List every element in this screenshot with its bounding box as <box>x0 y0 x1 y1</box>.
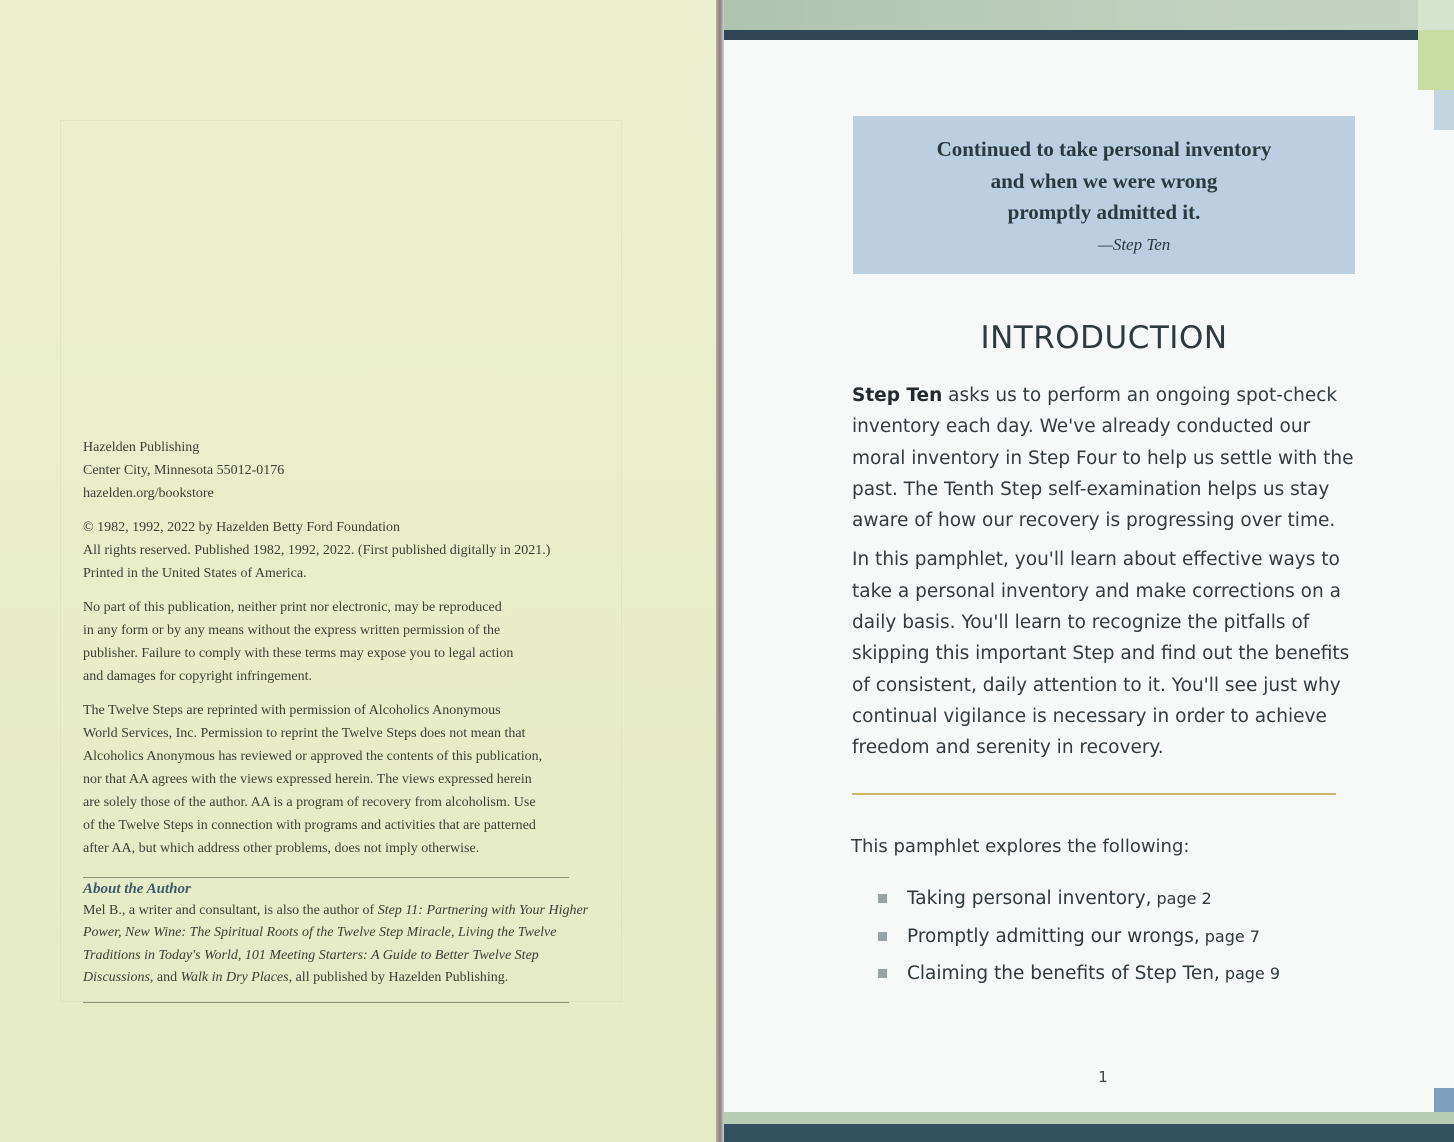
topic-label: Claiming the benefits of Step Ten, <box>907 963 1220 985</box>
notice-line: in any form or by any means without the express written permission of the <box>83 623 501 638</box>
notice-line: nor that AA agrees with the views expressed herein. The views expressed herein <box>83 772 532 787</box>
book-spine <box>716 0 724 1142</box>
topic-page: page 7 <box>1204 926 1260 946</box>
bottom-corner-accent <box>1434 1088 1454 1112</box>
explores-intro: This pamphlet explores the following: <box>851 836 1190 857</box>
author-outro: all published by Hazelden Publishing. <box>292 970 509 986</box>
list-item <box>878 880 1398 918</box>
about-author-text <box>83 900 603 990</box>
topic-page: page 2 <box>1156 889 1212 909</box>
corner-accent-light <box>1418 0 1454 30</box>
topic-page: page 9 <box>1224 964 1281 984</box>
list-item <box>878 918 1398 956</box>
quote-attribution: —Step Ten <box>1097 234 1171 254</box>
square-bullet-icon <box>878 969 887 978</box>
publisher-name: Hazelden Publishing <box>83 440 200 455</box>
topic-label: Promptly admitting our wrongs, <box>907 925 1200 947</box>
divider-bottom <box>83 1002 569 1003</box>
quote-line: Continued to take personal inventory <box>936 137 1272 161</box>
list-item <box>878 955 1398 993</box>
notice-line: of the Twelve Steps in connection with programs and activities that are patterned <box>83 818 536 833</box>
notice-line: Alcoholics Anonymous has reviewed or approved the contents of this publication, <box>83 749 543 764</box>
bottom-dark-band <box>724 1124 1454 1142</box>
about-author-heading: About the Author <box>83 881 191 897</box>
bottom-green-band <box>724 1112 1454 1124</box>
page-number: 1 <box>1098 1068 1108 1086</box>
step-quote-box <box>853 116 1355 274</box>
square-bullet-icon <box>878 894 887 903</box>
author-book-last: Walk in Dry Places, <box>180 970 293 986</box>
reproduction-notice <box>83 596 603 688</box>
square-bullet-icon <box>878 932 887 941</box>
copyright-block <box>83 516 603 585</box>
notice-line: publisher. Failure to comply with these terms may expose you to legal action <box>83 646 514 661</box>
corner-accent-blue <box>1434 90 1454 130</box>
quote-line: and when we were wrong <box>990 168 1218 193</box>
introduction-body <box>852 380 1362 772</box>
notice-line: and damages for copyright infringement. <box>83 669 312 684</box>
notice-line: after AA, but which address other problems, does not imply otherwise. <box>83 841 480 856</box>
publisher-block <box>83 436 603 505</box>
rights-line: All rights reserved. Published 1982, 1992, 2022. (First published digitally in 2021.) <box>83 543 551 558</box>
topics-list <box>878 880 1398 993</box>
copyright-page <box>0 0 716 1142</box>
step-ten-bold: Step Ten <box>852 385 943 406</box>
intro-paragraph-2: In this pamphlet, you'll learn about effective ways to take a personal inventory and make corrections on a daily basis. You'll learn to recognize the pitfalls of skipping this important Step and find out the benefits of consistent, daily attention to it. You'll see just why continual vigilance is necessary in order to achieve freedom and serenity in recovery. <box>852 549 1350 759</box>
author-intro: Mel B., a writer and consultant, is also the author of <box>83 903 378 918</box>
top-dark-stripe <box>724 30 1418 40</box>
top-color-band <box>724 0 1454 30</box>
paragraph-text: asks us to perform an ongoing spot-check inventory each day. We've already conducted our moral inventory in Step Four to help us settle with the past. The Tenth Step self-examination helps us stay aware of how our recovery is progressing over time. <box>852 385 1354 532</box>
publisher-website: hazelden.org/bookstore <box>83 486 214 501</box>
quote-line: promptly admitted it. <box>1007 200 1201 224</box>
notice-line: The Twelve Steps are reprinted with permission of Alcoholics Anonymous <box>83 703 501 718</box>
introduction-page <box>724 0 1454 1142</box>
step-quote <box>853 134 1355 229</box>
topic-label: Taking personal inventory, <box>907 888 1152 910</box>
copyright-column <box>83 436 603 1003</box>
notice-line: World Services, Inc. Permission to reprint the Twelve Steps does not mean that <box>83 726 526 741</box>
corner-accent-lime <box>1418 30 1454 90</box>
intro-paragraph-1 <box>852 380 1362 536</box>
author-connector: and <box>153 970 181 986</box>
notice-line: are solely those of the author. AA is a program of recovery from alcoholism. Use <box>83 795 536 810</box>
page-title: INTRODUCTION <box>980 320 1228 356</box>
section-divider <box>852 793 1336 795</box>
printed-line: Printed in the United States of America. <box>83 566 307 581</box>
publisher-address: Center City, Minnesota 55012-0176 <box>83 463 285 478</box>
twelve-steps-notice <box>83 699 603 860</box>
copyright-line: © 1982, 1992, 2022 by Hazelden Betty Ford Foundation <box>83 520 401 535</box>
author-books: Step 11: Partnering with Your Higher Power, New Wine: The Spiritual Roots of the Twelve Step Miracle, Living the Twelve Traditions in Today's World, 101 Meeting Starters: A Guide to Better Twelve Step Discussions, <box>83 903 589 986</box>
notice-line: No part of this publication, neither print nor electronic, may be reproduced <box>83 600 502 615</box>
